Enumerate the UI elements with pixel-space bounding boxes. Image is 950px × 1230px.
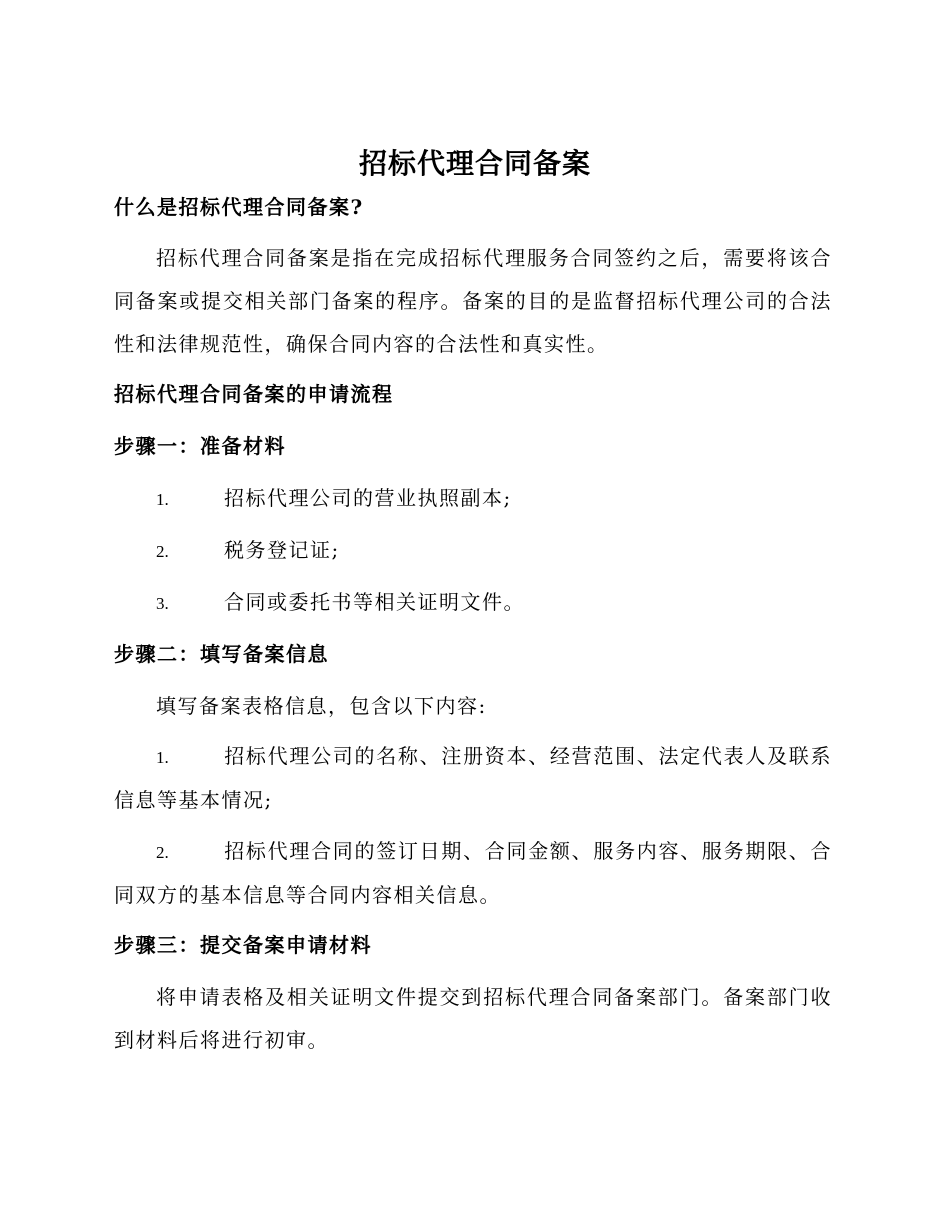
list-number: 1. [156,748,169,767]
process-heading: 招标代理合同备案的申请流程 [114,382,394,406]
list-number: 2. [156,542,169,561]
list-number: 3. [156,594,169,613]
page-title: 招标代理合同备案 [358,147,591,180]
step2-lead: 填写备案表格信息，包含以下内容: [156,694,487,718]
list-text: 招标代理公司的名称、注册资本、经营范围、法定代表人及联系信息等基本情况; [114,744,832,812]
step3-paragraph: 将申请表格及相关证明文件提交到招标代理合同备案部门。备案部门收到材料后将进行初审。 [114,985,832,1052]
list-number: 2. [156,843,169,862]
list-item [114,581,832,625]
intro-paragraph: 招标代理合同备案是指在完成招标代理服务合同签约之后，需要将该合同备案或提交相关部门备案的程序。备案的目的是监督招标代理公司的合法性和法律规范性，确保合同内容的合法性和真实性。 [114,246,832,356]
list-text: 税务登记证; [224,538,340,562]
list-number: 1. [156,490,169,509]
list-text: 招标代理公司的营业执照副本; [224,486,512,510]
list-item [114,529,832,573]
list-text: 招标代理合同的签订日期、合同金额、服务内容、服务期限、合同双方的基本信息等合同内容相关信息。 [114,839,832,907]
step1-heading: 步骤一：准备材料 [114,434,286,458]
step2-heading: 步骤二：填写备案信息 [114,642,329,666]
question-heading: 什么是招标代理合同备案? [114,195,364,219]
list-item [114,477,832,521]
list-item [114,735,832,822]
step3-heading: 步骤三：提交备案申请材料 [114,933,372,957]
list-item [114,830,832,917]
list-text: 合同或委托书等相关证明文件。 [224,590,525,614]
